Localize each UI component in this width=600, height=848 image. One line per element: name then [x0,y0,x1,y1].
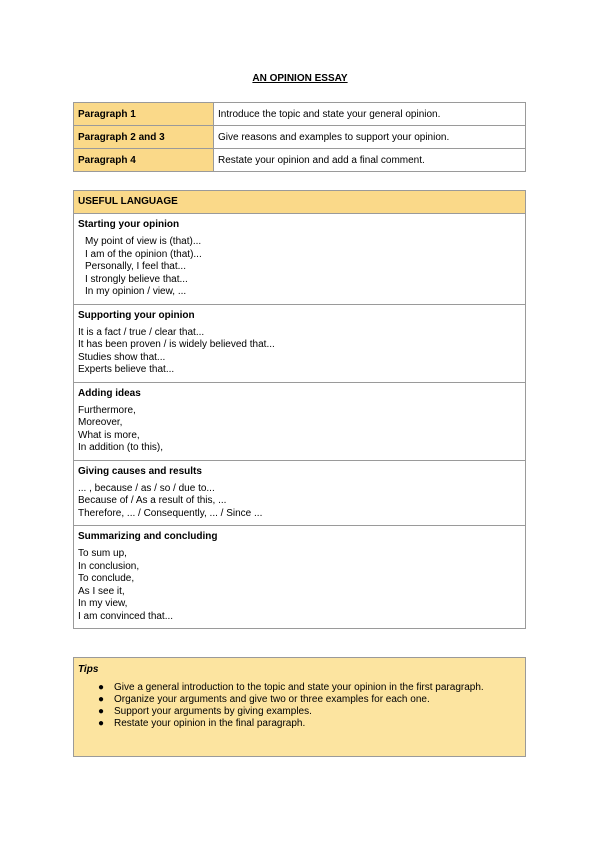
phrase-line: ... , because / as / so / due to... [78,482,215,494]
phrase-line: In conclusion, [78,560,140,572]
tip-text: Organize your arguments and give two or three examples for each one. [114,694,430,705]
list-item [98,718,517,730]
phrase-line: Studies show that... [78,351,166,363]
section-heading: Summarizing and concluding [78,531,218,542]
list-item [98,682,517,694]
phrase-line: To conclude, [78,573,135,584]
tips-heading: Tips [78,664,99,675]
paragraph-label: Paragraph 2 and 3 [74,126,214,149]
phrase-line: It has been proven / is widely believed that... [78,339,275,350]
paragraph-label: Paragraph 4 [74,149,214,172]
phrase-line: I strongly believe that... [85,273,188,285]
bullet-icon: ● [98,694,105,705]
phrase-line: Experts believe that... [78,364,175,375]
useful-language-box [73,190,526,629]
page-title: AN OPINION ESSAY [252,73,348,84]
tips-box [73,657,526,757]
table-row [74,149,526,172]
phrase-line: In my view, [78,598,128,609]
phrase-line: Because of / As a result of this, ... [78,495,227,506]
useful-language-header: USEFUL LANGUAGE [74,191,525,214]
tip-text: Restate your opinion in the final paragraph. [114,718,306,729]
essay-structure-table [73,102,526,172]
section-heading: Giving causes and results [78,465,202,477]
bullet-icon: ● [98,718,105,729]
table-row [74,103,526,126]
phrase-line: What is more, [78,429,140,441]
phrase-line: In my opinion / view, ... [85,286,187,297]
phrase-line: Moreover, [78,417,123,428]
section-heading: Starting your opinion [78,219,180,230]
section-starting-opinion [74,214,525,305]
phrase-line: As I see it, [78,585,125,597]
phrase-line: My point of view is (that)... [85,236,202,247]
phrase-line: To sum up, [78,548,127,559]
tips-list [74,682,525,730]
phrase-line: Therefore, ... / Consequently, ... / Since ... [78,507,263,519]
paragraph-description: Restate your opinion and add a final comment. [214,149,526,172]
section-adding-ideas [74,383,525,461]
section-supporting-opinion [74,305,525,383]
phrase-line: In addition (to this), [78,442,164,453]
section-heading: Supporting your opinion [78,309,195,321]
list-item [98,706,517,718]
section-causes-results [74,461,525,527]
phrase-line: Furthermore, [78,404,136,416]
section-summarizing [74,526,525,628]
section-heading: Adding ideas [78,387,141,399]
bullet-icon: ● [98,682,105,693]
bullet-icon: ● [98,706,105,717]
phrase-line: I am of the opinion (that)... [85,248,202,260]
table-row [74,126,526,149]
list-item [98,694,517,706]
tip-text: Support your arguments by giving examples. [114,706,312,717]
paragraph-description: Give reasons and examples to support your opinion. [214,126,526,149]
phrase-line: I am convinced that... [78,610,174,622]
paragraph-label: Paragraph 1 [74,103,214,126]
phrase-line: It is a fact / true / clear that... [78,326,205,338]
phrase-line: Personally, I feel that... [85,261,186,272]
paragraph-description: Introduce the topic and state your general opinion. [214,103,526,126]
tip-text: Give a general introduction to the topic and state your opinion in the first paragraph. [114,682,484,693]
